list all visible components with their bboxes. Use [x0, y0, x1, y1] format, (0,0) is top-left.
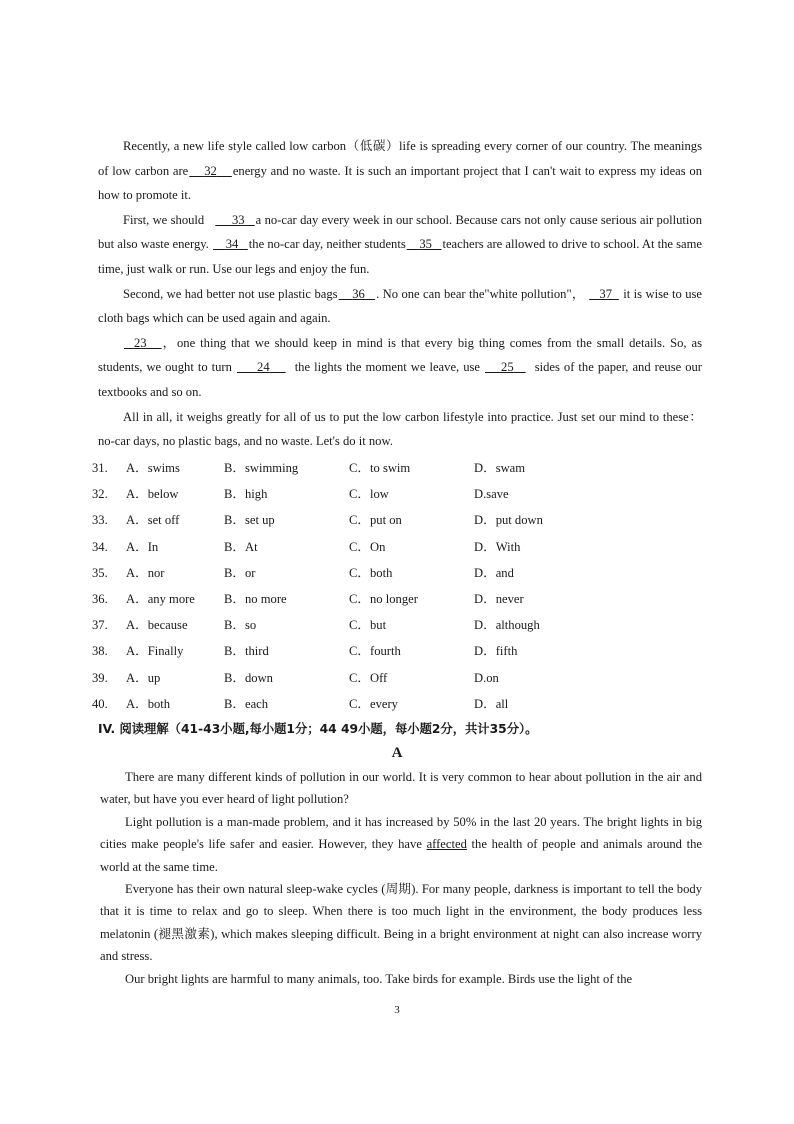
passage-paragraph-3: Second, we had better not use plastic bags 36 . No one can bear the"white pollution"， 37 it is wise to use cloth bags which can be used again and again.	[98, 286, 703, 326]
blank-37: 37	[599, 286, 612, 301]
blank-32: 32	[204, 163, 217, 178]
question-row	[92, 455, 692, 481]
question-row	[92, 612, 692, 638]
question-number: 32.	[92, 487, 108, 502]
option-b: B．third	[224, 644, 269, 659]
question-number: 34.	[92, 539, 108, 554]
option-a: A．because	[126, 618, 188, 633]
option-b: B．no more	[224, 591, 287, 606]
question-number: 38.	[92, 644, 108, 659]
option-b: B．swimming	[224, 461, 299, 475]
option-d: D．swam	[474, 461, 526, 475]
blank-34: 34	[225, 237, 239, 252]
blank-35: 35	[419, 237, 432, 252]
reading-passage	[100, 766, 702, 990]
option-a: A．up	[126, 670, 161, 685]
question-row	[92, 691, 692, 717]
question-row	[92, 534, 692, 560]
answer-options	[92, 455, 692, 717]
option-c: C．fourth	[349, 644, 401, 659]
option-c: C．both	[349, 565, 393, 580]
passage-paragraph-4: 23 ，one thing that we should keep in mind is that every big thing comes from the small details. So, as students, we ought to turn 24 the lights the moment we leave, use 25 sides of the paper, and reuse our textbooks and so on.	[98, 335, 703, 399]
question-number: 36.	[92, 591, 108, 606]
question-row	[92, 638, 692, 664]
option-c: C．no longer	[349, 591, 418, 606]
option-a: A．below	[126, 487, 179, 502]
option-d: D．With	[474, 539, 521, 554]
reading-paragraph-1: There are many different kinds of pollution in our world. It is very common to hear about pollution in the air and water, but have you ever heard of light pollution?	[100, 770, 702, 807]
option-d: D.on	[474, 670, 499, 685]
option-c: C．to swim	[349, 461, 411, 475]
text: Recently, a new life style called low carbon（低碳）life is spreading every corner of our country. The meanings of low carbon are	[98, 139, 702, 178]
option-b: B．At	[224, 539, 258, 554]
question-row	[92, 665, 692, 691]
option-c: C．put on	[349, 513, 402, 528]
question-row	[92, 481, 692, 507]
option-a: A．swims	[126, 461, 180, 475]
passage-paragraph-2: First, we should 33 a no-car day every week in our school. Because cars not only cause serious air pollution but also waste energy. 34 the no-car day, neither students 35 teachers are allowed to drive to school. At the same time, just walk or run. Use our legs and enjoy the fun.	[98, 212, 703, 276]
option-b: B．so	[224, 618, 257, 633]
option-b: B．set up	[224, 513, 275, 528]
passage-paragraph-5: All in all, it weighs greatly for all of us to put the low carbon lifestyle into practice. Just set our mind to these：no-car days, no plastic bags, and no waste. Let's do it now.	[98, 409, 702, 449]
underlined-word: affected	[426, 837, 467, 852]
option-d: D．although	[474, 618, 540, 633]
option-d: D．put down	[474, 513, 543, 528]
section-heading: IV. 阅读理解（41-43小题,每小题1分；44 49小题，每小题2分，共计35分）。	[98, 722, 538, 736]
blank-36: 36	[352, 286, 365, 301]
option-a: A．any more	[126, 591, 195, 606]
option-a: A．set off	[126, 513, 180, 528]
option-c: C．Off	[349, 670, 388, 685]
question-number: 33.	[92, 513, 108, 528]
question-number: 39.	[92, 670, 108, 685]
option-b: B．or	[224, 565, 256, 580]
option-b: B．each	[224, 696, 269, 711]
blank-33: 33	[232, 212, 245, 227]
option-d: D.save	[474, 487, 509, 502]
passage-paragraph-1	[98, 134, 702, 208]
option-d: D．and	[474, 565, 514, 580]
question-number: 31.	[92, 461, 108, 475]
option-a: A．In	[126, 539, 159, 554]
option-b: B．down	[224, 670, 273, 685]
option-c: C．every	[349, 696, 398, 711]
question-row	[92, 507, 692, 533]
option-c: C．On	[349, 539, 386, 554]
question-number: 40.	[92, 696, 108, 711]
reading-paragraph-2: Light pollution is a man-made problem, and it has increased by 50% in the last 20 years. The bright lights in big cities make people's life safer and easier. However, they have affected the health of people and animals around the world at the same time.	[100, 814, 702, 874]
question-row	[92, 586, 692, 612]
reading-paragraph-3: Everyone has their own natural sleep-wake cycles (周期). For many people, darkness is important to tell the body that it is time to relax and go to sleep. When there is too much light in the environment, the body produces less melatonin (褪黑激素), which makes sleeping difficult. Being in a bright environment at night can also increase worry and stress.	[100, 882, 702, 964]
option-d: D．all	[474, 696, 509, 711]
cloze-passage	[98, 134, 702, 454]
option-a: A．both	[126, 696, 171, 711]
option-c: C．low	[349, 487, 389, 502]
option-a: A．Finally	[126, 644, 184, 659]
question-number: 37.	[92, 618, 108, 633]
blank-25: 25	[501, 360, 514, 375]
option-c: C．but	[349, 618, 387, 633]
page-number: 3	[394, 1004, 400, 1016]
blank-23: 23	[133, 335, 147, 350]
option-a: A．nor	[126, 565, 165, 580]
option-d: D．never	[474, 591, 524, 606]
part-letter: A	[391, 745, 403, 761]
option-d: D．fifth	[474, 644, 518, 659]
option-b: B．high	[224, 487, 268, 502]
question-number: 35.	[92, 565, 108, 580]
reading-paragraph-4: Our bright lights are harmful to many animals, too. Take birds for example. Birds use the light of the	[125, 971, 633, 986]
question-row	[92, 560, 692, 586]
blank-24: 24	[257, 360, 270, 375]
text: energy and no waste. It is such an important project that I can't wait to express my ideas on how to promote it.	[98, 163, 703, 203]
